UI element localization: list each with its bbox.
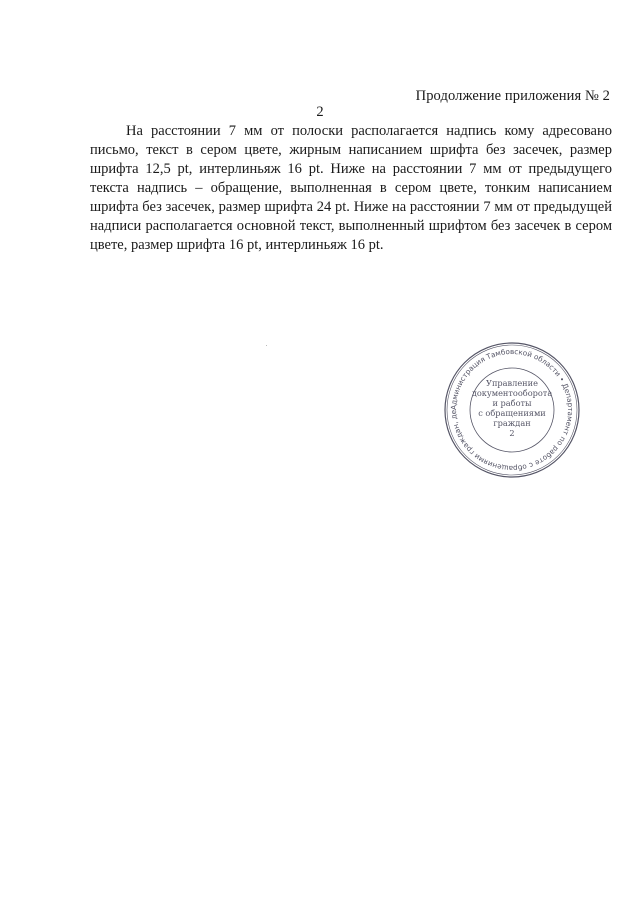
seal-outer-text: Администрация Тамбовской области • Департамент по работе с обращениями граждан, де: [448, 346, 576, 474]
official-seal-stamp: [442, 340, 582, 480]
seal-line-2: документооборота: [471, 388, 553, 398]
scan-speck: [266, 345, 267, 346]
seal-line-4: с обращениями: [478, 408, 546, 418]
body-paragraph: На расстоянии 7 мм от полоски располагается надпись кому адресовано письмо, текст в сером цвете, жирным написанием шрифта без засечек, размер шрифта 12,5 pt, интерлиньяж 16 pt. Ниже на расстоянии 7 мм от предыдущего текста надпись – обращение, выполненная в сером цвете, тонким написанием шрифта без засечек, размер шрифта 24 pt. Ниже на расстоянии 7 мм от предыдущей надписи располагается основной текст, выполненный шрифтом без засечек в сером цвете, размер шрифта 16 pt, интерлиньяж 16 pt.: [90, 123, 612, 253]
seal-line-5: граждан: [493, 418, 531, 428]
seal-graphic: [442, 340, 582, 480]
page-number: 2: [316, 104, 324, 120]
seal-line-1: Управление: [486, 378, 538, 388]
seal-line-6: 2: [509, 428, 515, 438]
appendix-continuation-header: Продолжение приложения № 2: [415, 88, 610, 104]
seal-line-3: и работы: [492, 398, 532, 408]
